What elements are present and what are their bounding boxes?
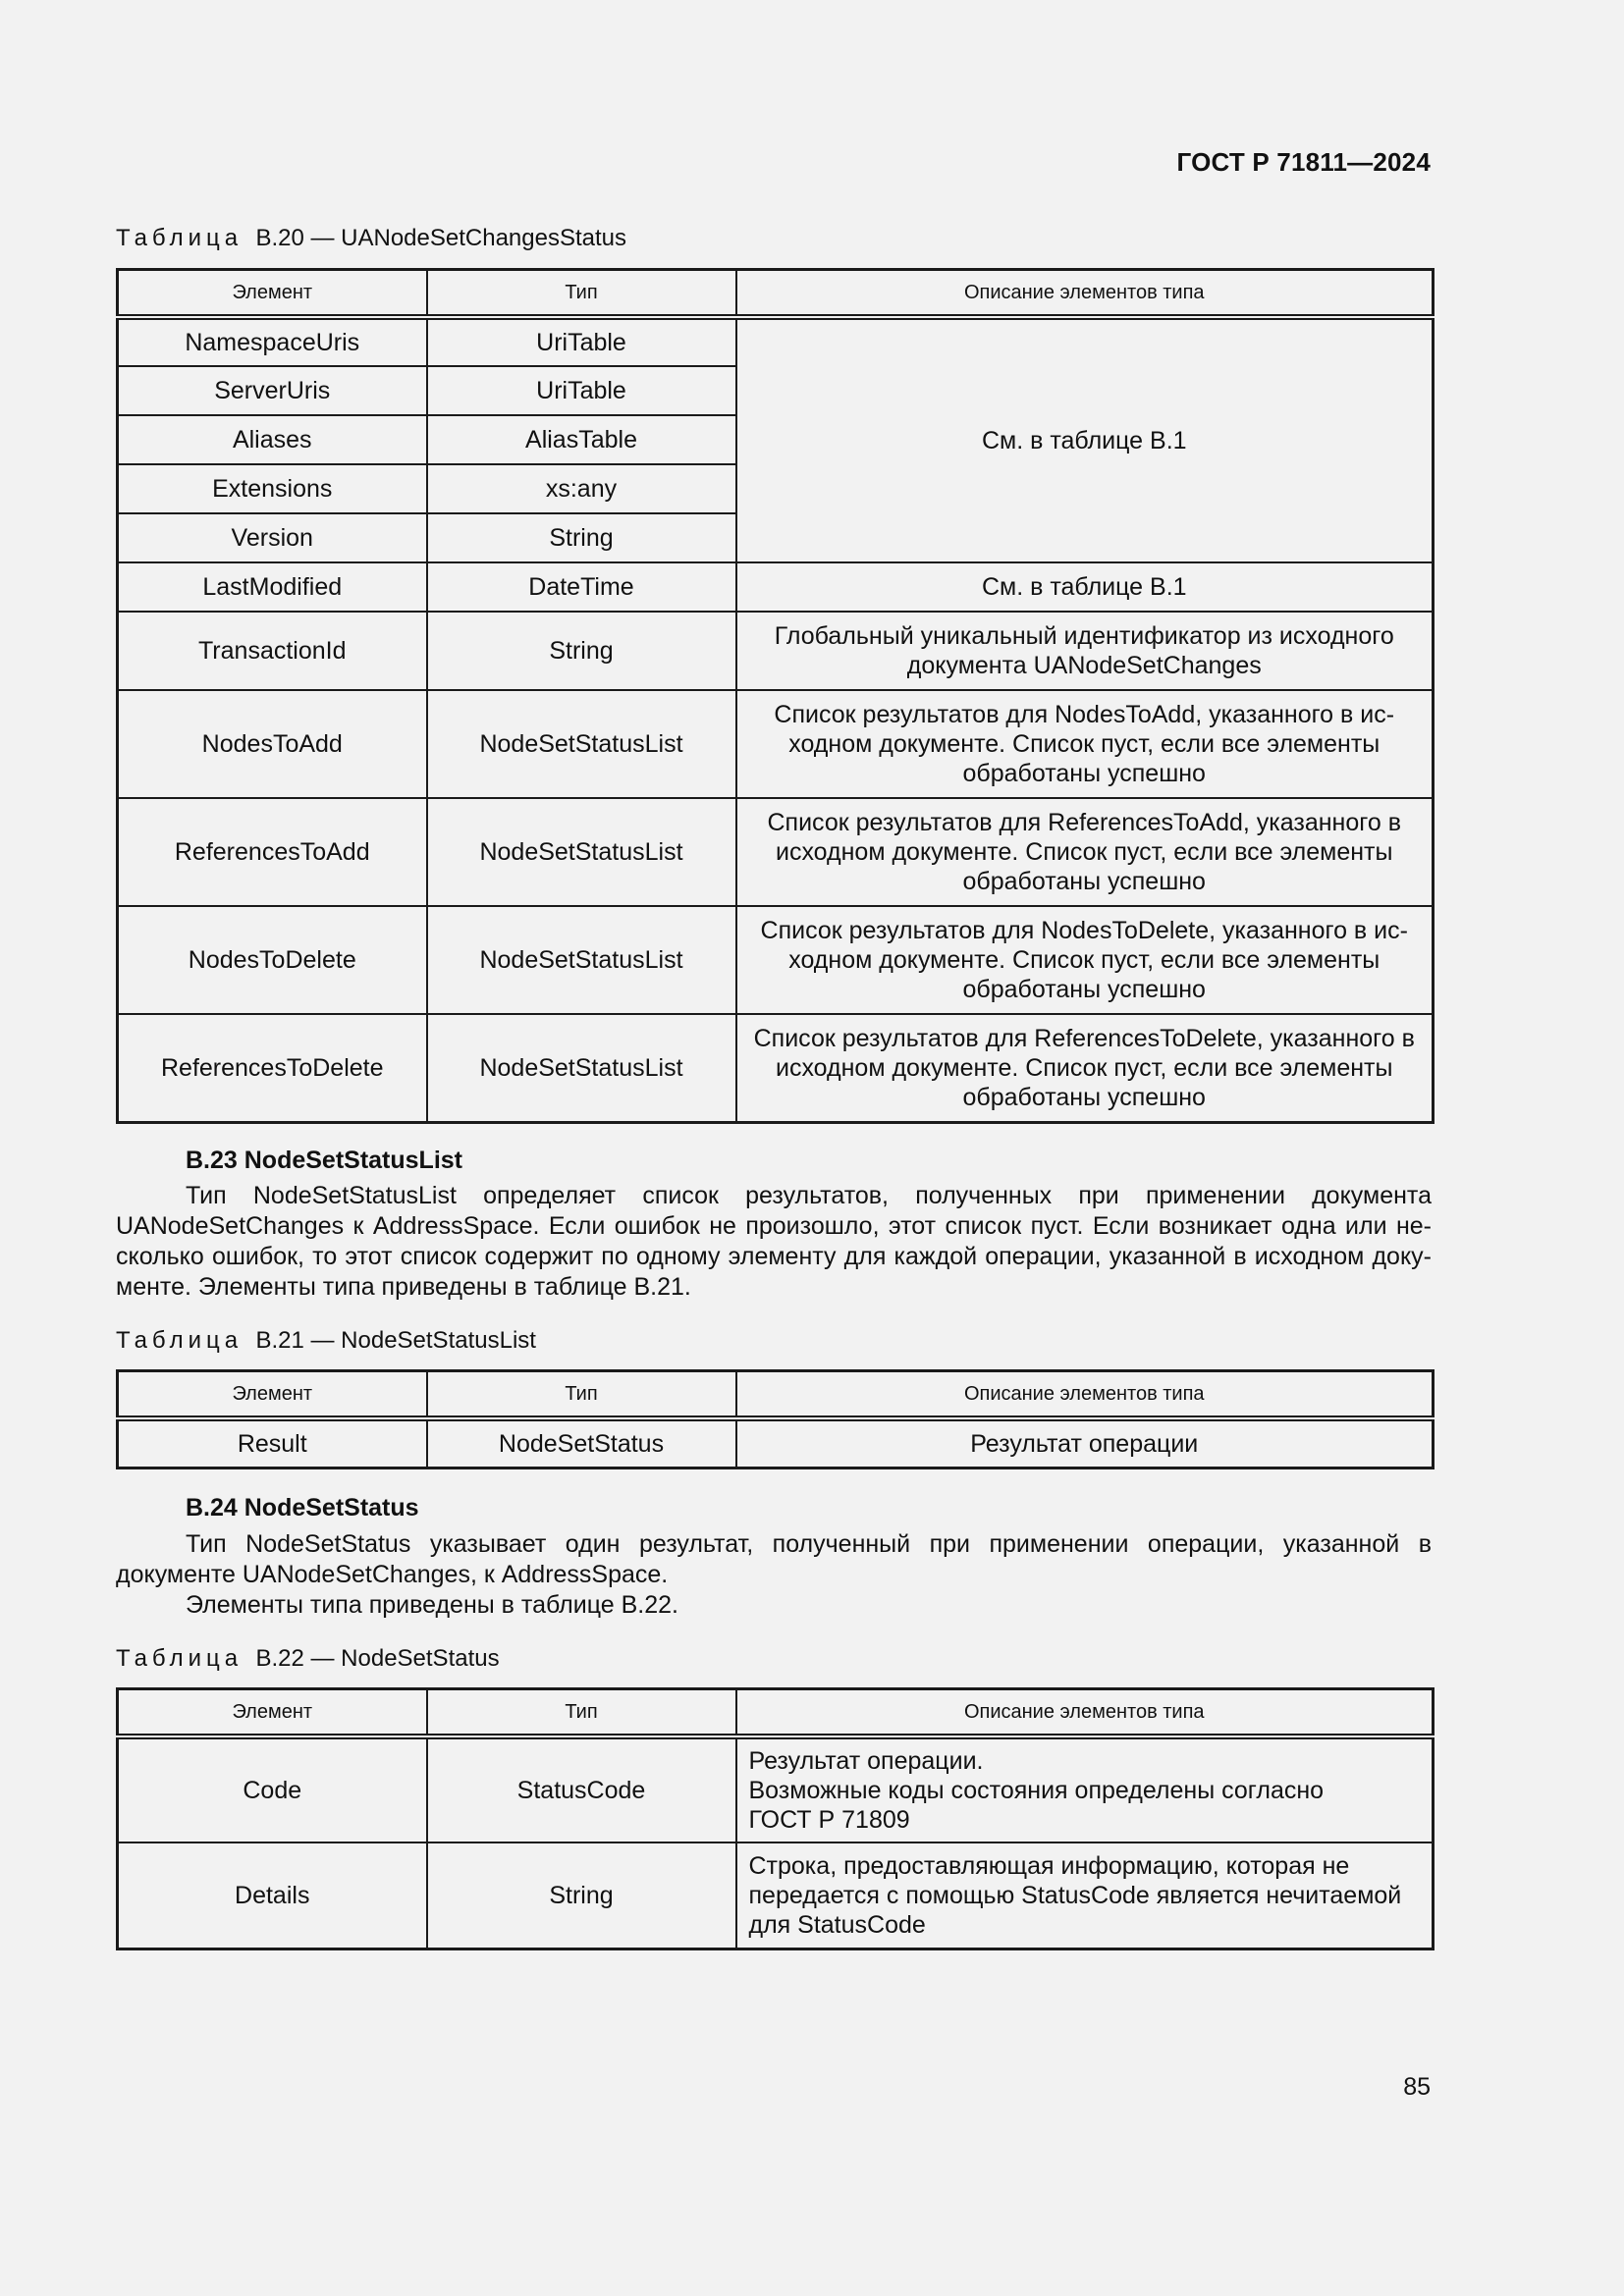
cell-description: Глобальный уникальный идентификатор из исходного документа UANodeSetChanges	[736, 612, 1434, 690]
table-row	[118, 690, 1434, 798]
paragraph-text: Элементы типа приведены в таблице В.22.	[186, 1591, 678, 1619]
cell-type: NodeSetStatusList	[427, 690, 736, 798]
cell-type: String	[427, 513, 736, 562]
cell-element: LastModified	[118, 562, 427, 612]
table-header-row	[118, 1689, 1434, 1737]
cell-element: NodesToDelete	[118, 906, 427, 1014]
cell-type: xs:any	[427, 464, 736, 513]
table-header-row	[118, 1371, 1434, 1419]
table-caption-b22	[116, 1645, 500, 1673]
document-id: ГОСТ Р 71811—2024	[1176, 147, 1431, 177]
cell-element: Result	[118, 1418, 427, 1468]
cell-type: String	[427, 612, 736, 690]
column-header-description: Описание элементов типа	[736, 270, 1434, 318]
table-row	[118, 906, 1434, 1014]
column-header-description: Описание элементов типа	[736, 1689, 1434, 1737]
table-caption-b20	[116, 225, 626, 252]
cell-description: Список результатов для NodesToDelete, указанного в ис-ходном документе. Список пуст, если все элементы обработаны успешно	[736, 906, 1434, 1014]
column-header-element: Элемент	[118, 270, 427, 318]
cell-type: NodeSetStatus	[427, 1418, 736, 1468]
caption-text: В.21 — NodeSetStatusList	[255, 1327, 536, 1354]
section-title-b23: В.23 NodeSetStatusList	[186, 1147, 463, 1174]
page-number: 85	[1403, 2073, 1431, 2101]
cell-element: Extensions	[118, 464, 427, 513]
caption-prefix: Таблица	[116, 1327, 244, 1354]
cell-description	[736, 1842, 1434, 1949]
cell-description: Результат операции	[736, 1418, 1434, 1468]
description-line: Результат операции.	[748, 1747, 984, 1775]
description-line: для StatusCode	[748, 1910, 926, 1939]
paragraph-b23	[116, 1181, 1432, 1303]
description-line: ГОСТ Р 71809	[748, 1806, 910, 1834]
table-header-row	[118, 270, 1434, 318]
cell-type: UriTable	[427, 366, 736, 415]
description-line: передается с помощью StatusCode является нечитаемой	[748, 1881, 1402, 1909]
cell-type: StatusCode	[427, 1736, 736, 1842]
cell-element: Details	[118, 1842, 427, 1949]
cell-element: Version	[118, 513, 427, 562]
cell-type: UriTable	[427, 317, 736, 366]
section-title-b24: В.24 NodeSetStatus	[186, 1494, 419, 1522]
table-b21	[116, 1369, 1435, 1469]
cell-description: См. в таблице В.1	[736, 562, 1434, 612]
column-header-element: Элемент	[118, 1371, 427, 1419]
column-header-type: Тип	[427, 1689, 736, 1737]
cell-element: ReferencesToDelete	[118, 1014, 427, 1122]
caption-prefix: Таблица	[116, 225, 244, 251]
table-row	[118, 1014, 1434, 1122]
caption-text: В.20 — UANodeSetChangesStatus	[255, 225, 627, 251]
table-row	[118, 612, 1434, 690]
caption-text: В.22 — NodeSetStatus	[255, 1645, 500, 1672]
table-row	[118, 1842, 1434, 1949]
cell-description: Список результатов для NodesToAdd, указанного в ис-ходном документе. Список пуст, если все элементы обработаны успешно	[736, 690, 1434, 798]
cell-type: AliasTable	[427, 415, 736, 464]
column-header-type: Тип	[427, 270, 736, 318]
cell-type: NodeSetStatusList	[427, 906, 736, 1014]
cell-element: TransactionId	[118, 612, 427, 690]
description-line: Возможные коды состояния определены согласно	[748, 1777, 1325, 1804]
cell-type: NodeSetStatusList	[427, 798, 736, 906]
cell-element: ReferencesToAdd	[118, 798, 427, 906]
column-header-element: Элемент	[118, 1689, 427, 1737]
caption-prefix: Таблица	[116, 1645, 244, 1672]
description-line: Строка, предоставляющая информацию, которая не	[748, 1851, 1350, 1880]
paragraph-text: Тип NodeSetStatusList определяет список результатов, полученных при применении документа UANodeSetChanges к AddressSpace. Если ошибок не произошло, этот список пуст. Если возникает одна или не-сколько ошибок, то этот список содержит по одному элементу для каждой операции, указанной в исходном доку-менте. Элементы типа приведены в таблице В.21.	[116, 1182, 1432, 1301]
cell-description: Список результатов для ReferencesToAdd, указанного в исходном документе. Список пуст, если все элементы обработаны успешно	[736, 798, 1434, 906]
table-row	[118, 798, 1434, 906]
cell-description	[736, 1736, 1434, 1842]
cell-type: DateTime	[427, 562, 736, 612]
table-row	[118, 562, 1434, 612]
paragraph-text: Тип NodeSetStatus указывает один результат, полученный при применении операции, указанной в документе UANodeSetChanges, к AddressSpace.	[116, 1530, 1432, 1588]
table-row	[118, 1736, 1434, 1842]
column-header-description: Описание элементов типа	[736, 1371, 1434, 1419]
table-caption-b21	[116, 1327, 536, 1355]
cell-type: String	[427, 1842, 736, 1949]
cell-element: Code	[118, 1736, 427, 1842]
table-row	[118, 1418, 1434, 1468]
table-b22	[116, 1687, 1435, 1950]
cell-element: ServerUris	[118, 366, 427, 415]
column-header-type: Тип	[427, 1371, 736, 1419]
cell-type: NodeSetStatusList	[427, 1014, 736, 1122]
paragraph-b24-2	[116, 1590, 1432, 1621]
cell-element: NamespaceUris	[118, 317, 427, 366]
cell-element: Aliases	[118, 415, 427, 464]
table-row	[118, 317, 1434, 366]
cell-description-merged: См. в таблице В.1	[736, 317, 1434, 562]
cell-description: Список результатов для ReferencesToDelete, указанного в исходном документе. Список пуст, если все элементы обработаны успешно	[736, 1014, 1434, 1122]
table-b20	[116, 268, 1435, 1124]
cell-element: NodesToAdd	[118, 690, 427, 798]
paragraph-b24-1	[116, 1529, 1432, 1590]
